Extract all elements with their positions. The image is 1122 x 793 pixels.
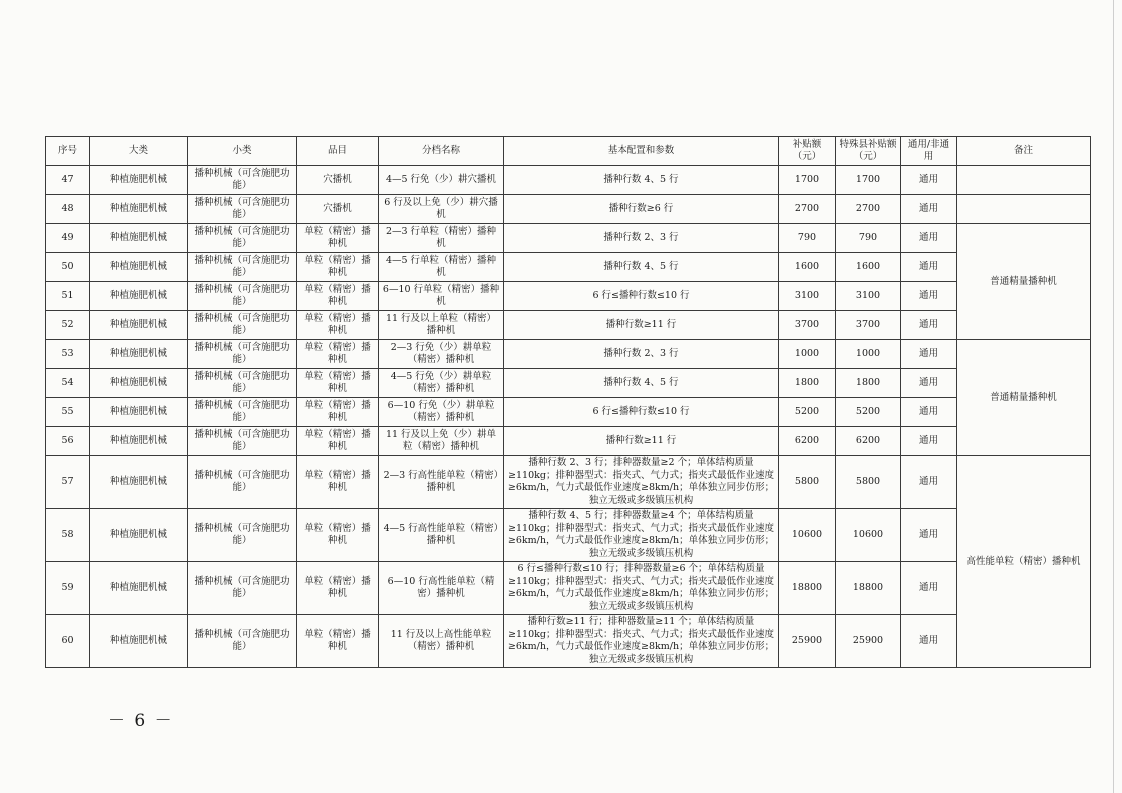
cell-tier: 11 行及以上免（少）耕单粒（精密）播种机 [379, 427, 504, 456]
table-row [46, 562, 1091, 615]
cell-item: 单粒（精密）播种机 [297, 369, 379, 398]
header-tier-name: 分档名称 [379, 137, 504, 166]
cell-tier: 6—10 行高性能单粒（精密）播种机 [379, 562, 504, 615]
cell-subsidy: 1700 [779, 166, 836, 195]
cell-general: 通用 [901, 253, 957, 282]
cell-no: 59 [46, 562, 90, 615]
header-special-subsidy: 特殊县补贴额（元） [836, 137, 901, 166]
cell-no: 60 [46, 615, 90, 668]
cell-big-category: 种植施肥机械 [90, 282, 188, 311]
cell-big-category: 种植施肥机械 [90, 166, 188, 195]
cell-note-empty [957, 166, 1091, 195]
cell-item: 单粒（精密）播种机 [297, 224, 379, 253]
cell-no: 51 [46, 282, 90, 311]
cell-sub-category: 播种机械（可含施肥功能） [188, 282, 297, 311]
cell-item: 单粒（精密）播种机 [297, 282, 379, 311]
cell-params: 播种行数 4、5 行 [504, 253, 779, 282]
cell-sub-category: 播种机械（可含施肥功能） [188, 369, 297, 398]
cell-params: 播种行数≥11 行 [504, 311, 779, 340]
cell-subsidy: 1000 [779, 340, 836, 369]
cell-sub-category: 播种机械（可含施肥功能） [188, 562, 297, 615]
cell-no: 47 [46, 166, 90, 195]
cell-params: 播种行数 4、5 行 [504, 369, 779, 398]
page-number: － 6 － [108, 711, 174, 731]
header-params: 基本配置和参数 [504, 137, 779, 166]
table-row [46, 369, 1091, 398]
cell-special-subsidy: 3100 [836, 282, 901, 311]
cell-general: 通用 [901, 340, 957, 369]
table-row [46, 253, 1091, 282]
cell-general: 通用 [901, 282, 957, 311]
cell-no: 52 [46, 311, 90, 340]
table-row [46, 456, 1091, 509]
cell-subsidy: 1600 [779, 253, 836, 282]
table-row [46, 166, 1091, 195]
cell-no: 57 [46, 456, 90, 509]
cell-sub-category: 播种机械（可含施肥功能） [188, 427, 297, 456]
cell-no: 53 [46, 340, 90, 369]
cell-item: 穴播机 [297, 166, 379, 195]
cell-params: 播种行数 2、3 行 [504, 340, 779, 369]
cell-big-category: 种植施肥机械 [90, 509, 188, 562]
cell-no: 58 [46, 509, 90, 562]
cell-big-category: 种植施肥机械 [90, 398, 188, 427]
cell-params: 播种行数 2、3 行；排种器数量≥2 个；单体结构质量≥110kg；排种器型式：指夹式、气力式；指夹式最低作业速度≥6km/h，气力式最低作业速度≥8km/h；单体独立同步仿形；独立无级或多级镇压机构 [504, 456, 779, 509]
cell-general: 通用 [901, 456, 957, 509]
cell-special-subsidy: 790 [836, 224, 901, 253]
cell-tier: 4—5 行免（少）耕穴播机 [379, 166, 504, 195]
cell-subsidy: 18800 [779, 562, 836, 615]
cell-note: 普通精量播种机 [957, 224, 1091, 340]
cell-tier: 4—5 行免（少）耕单粒（精密）播种机 [379, 369, 504, 398]
cell-big-category: 种植施肥机械 [90, 427, 188, 456]
cell-no: 49 [46, 224, 90, 253]
cell-special-subsidy: 2700 [836, 195, 901, 224]
cell-sub-category: 播种机械（可含施肥功能） [188, 615, 297, 668]
cell-special-subsidy: 6200 [836, 427, 901, 456]
cell-tier: 4—5 行单粒（精密）播种机 [379, 253, 504, 282]
cell-tier: 11 行及以上高性能单粒（精密）播种机 [379, 615, 504, 668]
cell-general: 通用 [901, 195, 957, 224]
cell-big-category: 种植施肥机械 [90, 456, 188, 509]
cell-subsidy: 10600 [779, 509, 836, 562]
cell-tier: 6—10 行单粒（精密）播种机 [379, 282, 504, 311]
cell-tier: 11 行及以上单粒（精密）播种机 [379, 311, 504, 340]
cell-params: 播种行数≥6 行 [504, 195, 779, 224]
cell-no: 48 [46, 195, 90, 224]
cell-sub-category: 播种机械（可含施肥功能） [188, 166, 297, 195]
cell-subsidy: 3700 [779, 311, 836, 340]
cell-special-subsidy: 18800 [836, 562, 901, 615]
cell-big-category: 种植施肥机械 [90, 340, 188, 369]
cell-params: 播种行数 4、5 行；排种器数量≥4 个；单体结构质量≥110kg；排种器型式：指夹式、气力式；指夹式最低作业速度≥6km/h，气力式最低作业速度≥8km/h；单体独立同步仿形；独立无级或多级镇压机构 [504, 509, 779, 562]
cell-sub-category: 播种机械（可含施肥功能） [188, 340, 297, 369]
cell-big-category: 种植施肥机械 [90, 311, 188, 340]
cell-no: 55 [46, 398, 90, 427]
cell-params: 6 行≤播种行数≤10 行 [504, 398, 779, 427]
cell-special-subsidy: 25900 [836, 615, 901, 668]
cell-big-category: 种植施肥机械 [90, 224, 188, 253]
header-subsidy: 补贴额（元） [779, 137, 836, 166]
cell-tier: 2—3 行免（少）耕单粒（精密）播种机 [379, 340, 504, 369]
header-sub-category: 小类 [188, 137, 297, 166]
table-row [46, 340, 1091, 369]
cell-params: 6 行≤播种行数≤10 行；排种器数量≥6 个；单体结构质量≥110kg；排种器型式：指夹式、气力式；指夹式最低作业速度≥6km/h，气力式最低作业速度≥8km/h；单体独立同步仿形；独立无级或多级镇压机构 [504, 562, 779, 615]
cell-special-subsidy: 5800 [836, 456, 901, 509]
cell-subsidy: 2700 [779, 195, 836, 224]
cell-sub-category: 播种机械（可含施肥功能） [188, 224, 297, 253]
cell-item: 单粒（精密）播种机 [297, 562, 379, 615]
cell-subsidy: 25900 [779, 615, 836, 668]
cell-special-subsidy: 1800 [836, 369, 901, 398]
cell-special-subsidy: 10600 [836, 509, 901, 562]
header-no: 序号 [46, 137, 90, 166]
cell-big-category: 种植施肥机械 [90, 615, 188, 668]
cell-general: 通用 [901, 311, 957, 340]
cell-big-category: 种植施肥机械 [90, 562, 188, 615]
cell-item: 单粒（精密）播种机 [297, 456, 379, 509]
cell-item: 单粒（精密）播种机 [297, 509, 379, 562]
cell-subsidy: 6200 [779, 427, 836, 456]
cell-special-subsidy: 1600 [836, 253, 901, 282]
cell-sub-category: 播种机械（可含施肥功能） [188, 509, 297, 562]
cell-general: 通用 [901, 427, 957, 456]
table-row [46, 282, 1091, 311]
cell-special-subsidy: 3700 [836, 311, 901, 340]
cell-big-category: 种植施肥机械 [90, 253, 188, 282]
cell-params: 播种行数 2、3 行 [504, 224, 779, 253]
cell-general: 通用 [901, 166, 957, 195]
cell-item: 穴播机 [297, 195, 379, 224]
cell-big-category: 种植施肥机械 [90, 195, 188, 224]
cell-sub-category: 播种机械（可含施肥功能） [188, 253, 297, 282]
cell-params: 6 行≤播种行数≤10 行 [504, 282, 779, 311]
cell-item: 单粒（精密）播种机 [297, 615, 379, 668]
cell-subsidy: 5800 [779, 456, 836, 509]
cell-subsidy: 3100 [779, 282, 836, 311]
cell-subsidy: 5200 [779, 398, 836, 427]
header-big-category: 大类 [90, 137, 188, 166]
table-row [46, 615, 1091, 668]
cell-note: 高性能单粒（精密）播种机 [957, 456, 1091, 668]
cell-sub-category: 播种机械（可含施肥功能） [188, 311, 297, 340]
cell-subsidy: 790 [779, 224, 836, 253]
table-row [46, 195, 1091, 224]
cell-sub-category: 播种机械（可含施肥功能） [188, 456, 297, 509]
cell-general: 通用 [901, 369, 957, 398]
cell-item: 单粒（精密）播种机 [297, 398, 379, 427]
cell-special-subsidy: 5200 [836, 398, 901, 427]
table-header-row [46, 137, 1091, 166]
cell-tier: 6 行及以上免（少）耕穴播机 [379, 195, 504, 224]
cell-general: 通用 [901, 224, 957, 253]
cell-sub-category: 播种机械（可含施肥功能） [188, 195, 297, 224]
cell-params: 播种行数≥11 行 [504, 427, 779, 456]
table-row [46, 427, 1091, 456]
table-row [46, 398, 1091, 427]
table-row [46, 311, 1091, 340]
cell-tier: 6—10 行免（少）耕单粒（精密）播种机 [379, 398, 504, 427]
cell-no: 50 [46, 253, 90, 282]
cell-special-subsidy: 1700 [836, 166, 901, 195]
cell-tier: 2—3 行单粒（精密）播种机 [379, 224, 504, 253]
cell-item: 单粒（精密）播种机 [297, 311, 379, 340]
header-notes: 备注 [957, 137, 1091, 166]
table-row [46, 224, 1091, 253]
cell-note: 普通精量播种机 [957, 340, 1091, 456]
cell-general: 通用 [901, 562, 957, 615]
cell-item: 单粒（精密）播种机 [297, 340, 379, 369]
table-row [46, 509, 1091, 562]
subsidy-table [45, 136, 1091, 668]
cell-note-empty [957, 195, 1091, 224]
header-item: 品目 [297, 137, 379, 166]
cell-subsidy: 1800 [779, 369, 836, 398]
cell-general: 通用 [901, 615, 957, 668]
cell-general: 通用 [901, 509, 957, 562]
cell-params: 播种行数≥11 行；排种器数量≥11 个；单体结构质量≥110kg；排种器型式：指夹式、气力式；指夹式最低作业速度≥6km/h，气力式最低作业速度≥8km/h；单体独立同步仿形；独立无级或多级镇压机构 [504, 615, 779, 668]
cell-no: 56 [46, 427, 90, 456]
scan-edge-line [1113, 0, 1114, 793]
cell-params: 播种行数 4、5 行 [504, 166, 779, 195]
cell-sub-category: 播种机械（可含施肥功能） [188, 398, 297, 427]
cell-big-category: 种植施肥机械 [90, 369, 188, 398]
cell-tier: 2—3 行高性能单粒（精密）播种机 [379, 456, 504, 509]
cell-tier: 4—5 行高性能单粒（精密）播种机 [379, 509, 504, 562]
cell-item: 单粒（精密）播种机 [297, 427, 379, 456]
cell-no: 54 [46, 369, 90, 398]
cell-special-subsidy: 1000 [836, 340, 901, 369]
cell-item: 单粒（精密）播种机 [297, 253, 379, 282]
cell-general: 通用 [901, 398, 957, 427]
header-general: 通用/非通用 [901, 137, 957, 166]
